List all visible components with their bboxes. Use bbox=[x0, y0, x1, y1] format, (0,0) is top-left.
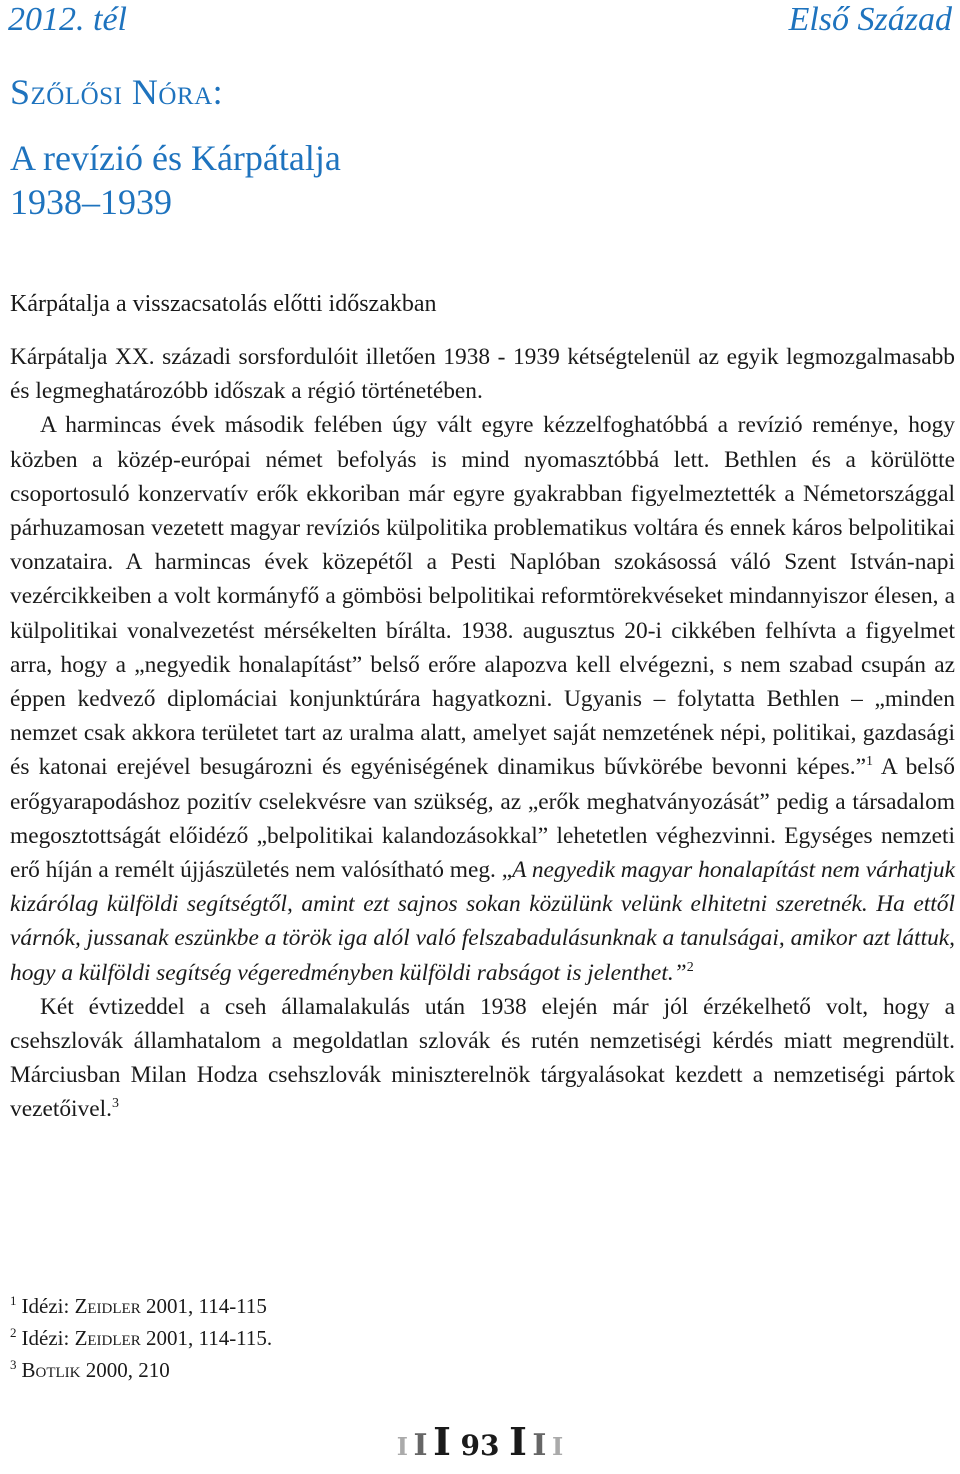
footnote-3-rest: 2000, 210 bbox=[80, 1358, 170, 1382]
footnotes bbox=[10, 1290, 272, 1386]
footer-bar-icon: I bbox=[552, 1432, 564, 1461]
paragraph-3 bbox=[10, 990, 955, 1127]
paragraph-1 bbox=[10, 340, 955, 408]
paragraph-2-text-b: A belső erőgyarapodáshoz pozitív cselekvésre van szükség, az „erők meghatványozását” pedig a társadalom megosztottságát előidéző „belpolitikai kalandozásokkal” lehetetlen véghezvinni. Egységes nemzeti erő híján a remélt újjászületés nem valósítható meg. „ bbox=[10, 754, 955, 884]
footnote-ref-3[interactable]: 3 bbox=[111, 1096, 119, 1112]
issue-label: 2012. tél bbox=[8, 1, 127, 38]
footnote-1-name: Zeidler bbox=[74, 1294, 141, 1318]
paragraph-3-text: Két évtizeddel a cseh államalakulás után 1938 elején már jól érzékelhető volt, hogy a csehszlovák államhatalom a megoldatlan szlovák és rutén nemzetiségi kérdés miatt megrendült. Márciusban Milan Hodza csehszlovák miniszterelnök tárgyalásokat kezdett a nemzetiségi pártok vezetőivel. bbox=[10, 993, 955, 1123]
paragraph-1-text: Kárpátalja XX. századi sorsfordulóit illetően 1938 - 1939 kétségtelenül az egyik legmozgalmasabb és legmeghatározóbb időszak a régió történetében. bbox=[10, 344, 955, 405]
footer-bar-icon: I bbox=[532, 1428, 547, 1463]
footnote-2-prefix: Idézi: bbox=[21, 1326, 75, 1350]
article-title bbox=[10, 136, 341, 224]
page-footer bbox=[0, 1418, 960, 1474]
paragraph-2-quote: A negyedik magyar honalapítást nem várhatjuk kizárólag külföldi segítségtől, amint ezt sajnos sokan közülünk velünk elhitetni szeretnék. Ha ettől várnók, jussanak eszünkbe a török iga alól való felszabadulásunknak a tanulságai, amikor azt láttuk, hogy a külföldi segítség végeredményben külföldi rabságot is jelenthet.” bbox=[10, 857, 955, 986]
article-body bbox=[10, 340, 955, 1127]
paragraph-2 bbox=[10, 408, 955, 989]
footnote-1 bbox=[10, 1290, 272, 1322]
footnote-ref-2[interactable]: 2 bbox=[686, 959, 694, 975]
footnote-2-number: 2 bbox=[10, 1325, 17, 1340]
footnote-2 bbox=[10, 1322, 272, 1354]
title-line-1: A revízió és Kárpátalja bbox=[10, 138, 341, 178]
author-name: Szőlősi Nóra: bbox=[10, 72, 224, 112]
journal-title: Első Század bbox=[788, 1, 952, 38]
page-number: 93 bbox=[460, 1429, 500, 1462]
footnote-2-name: Zeidler bbox=[74, 1326, 141, 1350]
footnote-2-rest: 2001, 114-115. bbox=[140, 1326, 273, 1350]
section-heading: Kárpátalja a visszacsatolás előtti időszakban bbox=[10, 291, 437, 317]
footnote-3 bbox=[10, 1354, 272, 1386]
footnote-1-prefix: Idézi: bbox=[21, 1294, 75, 1318]
footnote-3-name: Botlik bbox=[21, 1358, 81, 1382]
footnote-1-number: 1 bbox=[10, 1293, 17, 1308]
footer-bar-icon: I bbox=[413, 1428, 428, 1463]
footer-bar-icon: I bbox=[509, 1419, 527, 1464]
footnote-ref-1[interactable]: 1 bbox=[865, 754, 873, 770]
footer-bar-icon: I bbox=[396, 1432, 408, 1461]
footnote-3-number: 3 bbox=[10, 1357, 17, 1372]
footnote-1-rest: 2001, 114-115 bbox=[140, 1294, 267, 1318]
footer-bar-icon: I bbox=[433, 1419, 451, 1464]
title-line-2: 1938–1939 bbox=[10, 182, 172, 222]
paragraph-2-text-a: A harmincas évek második felében úgy vált egyre kézzelfoghatóbbá a revízió reménye, hogy közben a közép-európai német befolyás is mind nyomasztóbbá lett. Bethlen és a körülötte csoportosuló konzervatív erők ekkoriban már egyre gyakrabban figyelmeztették a Németországgal párhuzamosan vezetett magyar revíziós külpolitika problematikus voltára és ennek káros belpolitikai vonzataira. A harmincas évek közepétől a Pesti Naplóban szokásossá váló Szent István-napi vezércikkeiben a volt kormányfő a gömbösi belpolitikai reformtörekvéseket mindannyiszor élesen, a külpolitikai vonalvezetést mérsékelten bírálta. 1938. augusztus 20-i cikkében felhívta a figyelmet arra, hogy a „negyedik honalapítást” belső erőre alapozva kell elvégezni, s nem szabad csupán az éppen kedvező diplomáciai konjunktúrára hagyatkozni. Ugyanis – folytatta Bethlen – „minden nemzet csak akkora területet tart az uralma alatt, amelyet saját nemzetének népi, politikai, gazdasági és katonai erejével besugározni és egyéniségének dinamikus bűvkörébe bevonni képes.” bbox=[10, 412, 955, 781]
